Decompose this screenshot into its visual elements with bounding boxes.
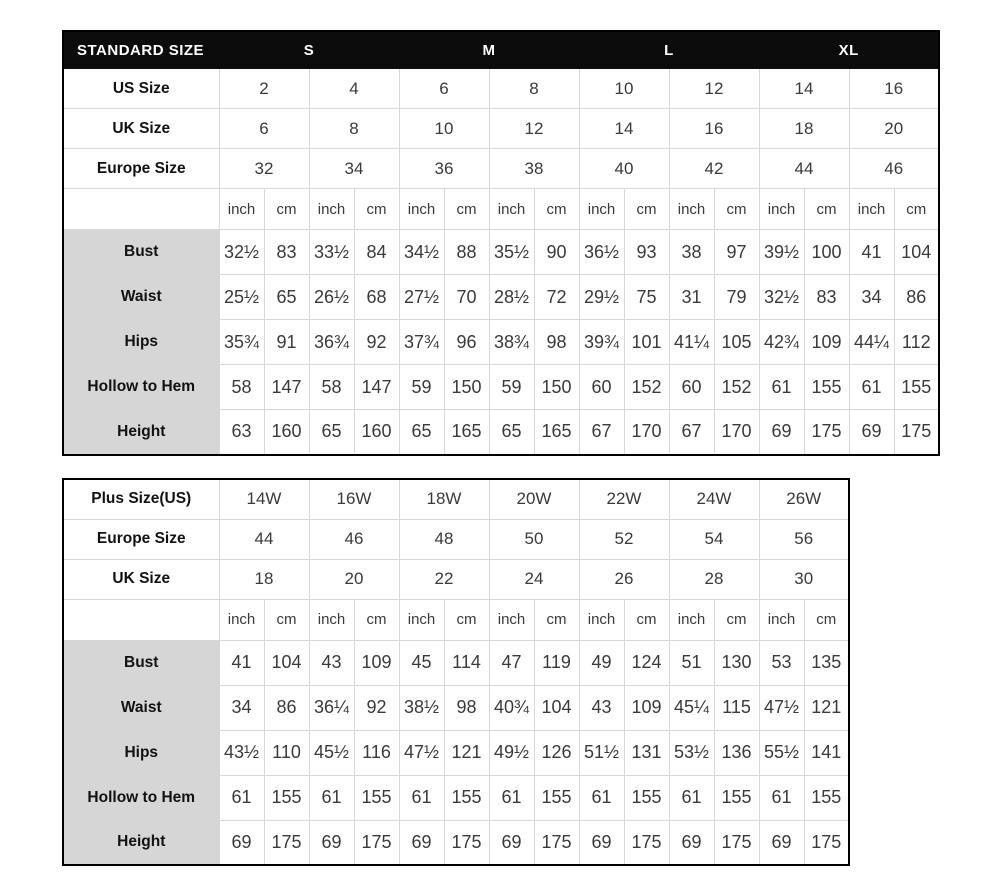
row-label: Europe Size <box>63 149 219 189</box>
measure-inch-cell: 45½ <box>309 730 354 775</box>
size-value-cell: 30 <box>759 559 849 599</box>
size-value-cell: 6 <box>399 69 489 109</box>
measure-inch-cell: 34 <box>849 275 894 320</box>
measure-cm-cell: 141 <box>804 730 849 775</box>
measure-row <box>63 730 849 775</box>
measure-cm-cell: 165 <box>534 410 579 455</box>
measure-cm-cell: 160 <box>264 410 309 455</box>
measure-inch-cell: 67 <box>669 410 714 455</box>
measure-cm-cell: 131 <box>624 730 669 775</box>
measure-inch-cell: 51 <box>669 640 714 685</box>
measure-cm-cell: 121 <box>804 685 849 730</box>
unit-cm-cell: cm <box>444 189 489 230</box>
size-value-cell: 46 <box>849 149 939 189</box>
measure-cm-cell: 92 <box>354 685 399 730</box>
measure-cm-cell: 152 <box>624 365 669 410</box>
measure-inch-cell: 39¾ <box>579 320 624 365</box>
unit-cm-cell: cm <box>534 599 579 640</box>
size-value-cell: 38 <box>489 149 579 189</box>
measure-inch-cell: 36¾ <box>309 320 354 365</box>
measure-inch-cell: 45 <box>399 640 444 685</box>
size-value-cell: 20 <box>849 109 939 149</box>
size-group-label: M <box>399 31 579 69</box>
unit-inch-cell: inch <box>669 599 714 640</box>
size-value-cell: 10 <box>399 109 489 149</box>
measure-cm-cell: 93 <box>624 230 669 275</box>
measure-cm-cell: 91 <box>264 320 309 365</box>
measure-cm-cell: 136 <box>714 730 759 775</box>
measure-cm-cell: 126 <box>534 730 579 775</box>
measure-cm-cell: 147 <box>354 365 399 410</box>
measure-cm-cell: 147 <box>264 365 309 410</box>
measure-cm-cell: 155 <box>534 775 579 820</box>
unit-inch-cell: inch <box>309 189 354 230</box>
size-row <box>63 69 939 109</box>
size-value-cell: 18 <box>759 109 849 149</box>
measure-inch-cell: 69 <box>759 410 804 455</box>
unit-inch-cell: inch <box>489 189 534 230</box>
size-row <box>63 519 849 559</box>
table-header-row <box>63 31 939 69</box>
measure-cm-cell: 165 <box>444 410 489 455</box>
row-label: Hollow to Hem <box>63 775 219 820</box>
size-value-cell: 20W <box>489 479 579 519</box>
unit-row <box>63 599 849 640</box>
row-label: Waist <box>63 275 219 320</box>
unit-cm-cell: cm <box>534 189 579 230</box>
unit-cm-cell: cm <box>444 599 489 640</box>
unit-cm-cell: cm <box>804 189 849 230</box>
measure-inch-cell: 69 <box>219 820 264 865</box>
measure-inch-cell: 36¼ <box>309 685 354 730</box>
measure-cm-cell: 105 <box>714 320 759 365</box>
measure-cm-cell: 100 <box>804 230 849 275</box>
row-label: US Size <box>63 69 219 109</box>
measure-cm-cell: 83 <box>804 275 849 320</box>
unit-cm-cell: cm <box>264 189 309 230</box>
measure-cm-cell: 124 <box>624 640 669 685</box>
size-value-cell: 48 <box>399 519 489 559</box>
size-value-cell: 42 <box>669 149 759 189</box>
measure-cm-cell: 155 <box>444 775 489 820</box>
measure-cm-cell: 175 <box>264 820 309 865</box>
measure-cm-cell: 72 <box>534 275 579 320</box>
measure-inch-cell: 41 <box>849 230 894 275</box>
measure-inch-cell: 41 <box>219 640 264 685</box>
measure-inch-cell: 53½ <box>669 730 714 775</box>
measure-inch-cell: 60 <box>669 365 714 410</box>
measure-inch-cell: 45¼ <box>669 685 714 730</box>
size-value-cell: 46 <box>309 519 399 559</box>
measure-row <box>63 365 939 410</box>
measure-cm-cell: 83 <box>264 230 309 275</box>
empty-label-cell <box>63 189 219 230</box>
size-row <box>63 109 939 149</box>
size-value-cell: 22 <box>399 559 489 599</box>
empty-label-cell <box>63 599 219 640</box>
measure-inch-cell: 29½ <box>579 275 624 320</box>
measure-inch-cell: 69 <box>759 820 804 865</box>
measure-inch-cell: 51½ <box>579 730 624 775</box>
row-label: UK Size <box>63 559 219 599</box>
measure-inch-cell: 47 <box>489 640 534 685</box>
size-value-cell: 32 <box>219 149 309 189</box>
measure-cm-cell: 109 <box>624 685 669 730</box>
unit-inch-cell: inch <box>309 599 354 640</box>
size-group-label: XL <box>759 31 939 69</box>
row-label: Hips <box>63 730 219 775</box>
measure-inch-cell: 27½ <box>399 275 444 320</box>
size-value-cell: 56 <box>759 519 849 559</box>
measure-cm-cell: 155 <box>804 775 849 820</box>
unit-inch-cell: inch <box>579 189 624 230</box>
measure-inch-cell: 32½ <box>219 230 264 275</box>
unit-inch-cell: inch <box>759 599 804 640</box>
size-value-cell: 8 <box>309 109 399 149</box>
measure-cm-cell: 170 <box>714 410 759 455</box>
measure-inch-cell: 38¾ <box>489 320 534 365</box>
measure-inch-cell: 38 <box>669 230 714 275</box>
measure-inch-cell: 47½ <box>399 730 444 775</box>
measure-inch-cell: 58 <box>219 365 264 410</box>
size-value-cell: 26 <box>579 559 669 599</box>
size-value-cell: 20 <box>309 559 399 599</box>
measure-inch-cell: 69 <box>399 820 444 865</box>
measure-inch-cell: 31 <box>669 275 714 320</box>
measure-row <box>63 820 849 865</box>
measure-inch-cell: 25½ <box>219 275 264 320</box>
measure-cm-cell: 152 <box>714 365 759 410</box>
row-label: Europe Size <box>63 519 219 559</box>
measure-cm-cell: 70 <box>444 275 489 320</box>
unit-inch-cell: inch <box>489 599 534 640</box>
size-value-cell: 24W <box>669 479 759 519</box>
measure-cm-cell: 155 <box>894 365 939 410</box>
measure-cm-cell: 135 <box>804 640 849 685</box>
size-value-cell: 6 <box>219 109 309 149</box>
measure-cm-cell: 84 <box>354 230 399 275</box>
measure-inch-cell: 65 <box>489 410 534 455</box>
measure-cm-cell: 121 <box>444 730 489 775</box>
measure-inch-cell: 69 <box>579 820 624 865</box>
measure-row <box>63 320 939 365</box>
measure-inch-cell: 28½ <box>489 275 534 320</box>
size-value-cell: 18W <box>399 479 489 519</box>
size-value-cell: 14W <box>219 479 309 519</box>
measure-cm-cell: 175 <box>894 410 939 455</box>
row-label: Bust <box>63 230 219 275</box>
size-value-cell: 50 <box>489 519 579 559</box>
measure-inch-cell: 69 <box>489 820 534 865</box>
measure-inch-cell: 69 <box>849 410 894 455</box>
measure-inch-cell: 43½ <box>219 730 264 775</box>
size-value-cell: 12 <box>489 109 579 149</box>
measure-cm-cell: 86 <box>264 685 309 730</box>
size-value-cell: 28 <box>669 559 759 599</box>
size-value-cell: 26W <box>759 479 849 519</box>
measure-row <box>63 775 849 820</box>
measure-inch-cell: 26½ <box>309 275 354 320</box>
size-value-cell: 14 <box>759 69 849 109</box>
unit-inch-cell: inch <box>399 189 444 230</box>
measure-inch-cell: 61 <box>669 775 714 820</box>
measure-cm-cell: 175 <box>714 820 759 865</box>
size-group-label: L <box>579 31 759 69</box>
measure-row <box>63 410 939 455</box>
unit-row <box>63 189 939 230</box>
measure-inch-cell: 61 <box>849 365 894 410</box>
measure-cm-cell: 150 <box>534 365 579 410</box>
measure-inch-cell: 35¾ <box>219 320 264 365</box>
measure-inch-cell: 49 <box>579 640 624 685</box>
measure-inch-cell: 33½ <box>309 230 354 275</box>
measure-inch-cell: 43 <box>309 640 354 685</box>
measure-cm-cell: 88 <box>444 230 489 275</box>
measure-cm-cell: 112 <box>894 320 939 365</box>
measure-cm-cell: 114 <box>444 640 489 685</box>
row-label: Bust <box>63 640 219 685</box>
measure-inch-cell: 61 <box>399 775 444 820</box>
size-value-cell: 40 <box>579 149 669 189</box>
unit-inch-cell: inch <box>579 599 624 640</box>
measure-cm-cell: 119 <box>534 640 579 685</box>
size-value-cell: 34 <box>309 149 399 189</box>
measure-cm-cell: 155 <box>804 365 849 410</box>
measure-cm-cell: 92 <box>354 320 399 365</box>
measure-cm-cell: 175 <box>804 820 849 865</box>
row-label: Plus Size(US) <box>63 479 219 519</box>
measure-cm-cell: 115 <box>714 685 759 730</box>
measure-row <box>63 230 939 275</box>
size-value-cell: 16 <box>849 69 939 109</box>
measure-inch-cell: 53 <box>759 640 804 685</box>
unit-cm-cell: cm <box>354 189 399 230</box>
measure-inch-cell: 36½ <box>579 230 624 275</box>
size-row <box>63 149 939 189</box>
measure-inch-cell: 59 <box>489 365 534 410</box>
measure-row <box>63 275 939 320</box>
measure-cm-cell: 68 <box>354 275 399 320</box>
measure-cm-cell: 175 <box>624 820 669 865</box>
measure-inch-cell: 34½ <box>399 230 444 275</box>
unit-cm-cell: cm <box>714 599 759 640</box>
measure-cm-cell: 175 <box>534 820 579 865</box>
measure-inch-cell: 47½ <box>759 685 804 730</box>
measure-inch-cell: 67 <box>579 410 624 455</box>
unit-cm-cell: cm <box>354 599 399 640</box>
measure-cm-cell: 101 <box>624 320 669 365</box>
measure-inch-cell: 69 <box>309 820 354 865</box>
measure-cm-cell: 104 <box>894 230 939 275</box>
unit-cm-cell: cm <box>804 599 849 640</box>
unit-cm-cell: cm <box>624 599 669 640</box>
unit-cm-cell: cm <box>264 599 309 640</box>
measure-inch-cell: 58 <box>309 365 354 410</box>
measure-inch-cell: 55½ <box>759 730 804 775</box>
measure-inch-cell: 61 <box>759 775 804 820</box>
measure-inch-cell: 34 <box>219 685 264 730</box>
table-title: STANDARD SIZE <box>63 31 219 69</box>
unit-inch-cell: inch <box>759 189 804 230</box>
measure-inch-cell: 60 <box>579 365 624 410</box>
measure-cm-cell: 104 <box>264 640 309 685</box>
size-value-cell: 22W <box>579 479 669 519</box>
measure-cm-cell: 96 <box>444 320 489 365</box>
size-value-cell: 4 <box>309 69 399 109</box>
measure-inch-cell: 61 <box>489 775 534 820</box>
measure-inch-cell: 69 <box>669 820 714 865</box>
measure-cm-cell: 160 <box>354 410 399 455</box>
measure-cm-cell: 98 <box>534 320 579 365</box>
measure-inch-cell: 61 <box>219 775 264 820</box>
size-value-cell: 52 <box>579 519 669 559</box>
unit-cm-cell: cm <box>894 189 939 230</box>
measure-inch-cell: 49½ <box>489 730 534 775</box>
measure-cm-cell: 104 <box>534 685 579 730</box>
size-row <box>63 479 849 519</box>
unit-inch-cell: inch <box>399 599 444 640</box>
measure-inch-cell: 44¼ <box>849 320 894 365</box>
row-label: Waist <box>63 685 219 730</box>
size-value-cell: 16W <box>309 479 399 519</box>
size-value-cell: 14 <box>579 109 669 149</box>
measure-cm-cell: 90 <box>534 230 579 275</box>
measure-cm-cell: 109 <box>354 640 399 685</box>
measure-inch-cell: 63 <box>219 410 264 455</box>
measure-inch-cell: 38½ <box>399 685 444 730</box>
measure-cm-cell: 155 <box>354 775 399 820</box>
measure-cm-cell: 150 <box>444 365 489 410</box>
measure-cm-cell: 116 <box>354 730 399 775</box>
size-value-cell: 44 <box>219 519 309 559</box>
size-value-cell: 10 <box>579 69 669 109</box>
measure-inch-cell: 61 <box>759 365 804 410</box>
measure-row <box>63 685 849 730</box>
measure-cm-cell: 86 <box>894 275 939 320</box>
unit-inch-cell: inch <box>219 599 264 640</box>
size-value-cell: 2 <box>219 69 309 109</box>
measure-inch-cell: 37¾ <box>399 320 444 365</box>
row-label: UK Size <box>63 109 219 149</box>
measure-cm-cell: 175 <box>804 410 849 455</box>
size-group-label: S <box>219 31 399 69</box>
size-value-cell: 44 <box>759 149 849 189</box>
measure-cm-cell: 75 <box>624 275 669 320</box>
row-label: Hips <box>63 320 219 365</box>
size-value-cell: 16 <box>669 109 759 149</box>
size-value-cell: 12 <box>669 69 759 109</box>
size-value-cell: 36 <box>399 149 489 189</box>
measure-cm-cell: 79 <box>714 275 759 320</box>
measure-inch-cell: 41¼ <box>669 320 714 365</box>
size-value-cell: 24 <box>489 559 579 599</box>
size-value-cell: 18 <box>219 559 309 599</box>
measure-inch-cell: 65 <box>399 410 444 455</box>
size-value-cell: 54 <box>669 519 759 559</box>
measure-inch-cell: 61 <box>579 775 624 820</box>
measure-inch-cell: 42¾ <box>759 320 804 365</box>
measure-cm-cell: 155 <box>264 775 309 820</box>
measure-inch-cell: 43 <box>579 685 624 730</box>
measure-inch-cell: 39½ <box>759 230 804 275</box>
measure-inch-cell: 35½ <box>489 230 534 275</box>
measure-cm-cell: 155 <box>714 775 759 820</box>
row-label: Height <box>63 820 219 865</box>
unit-cm-cell: cm <box>714 189 759 230</box>
measure-cm-cell: 98 <box>444 685 489 730</box>
standard-size-table <box>62 30 940 456</box>
measure-inch-cell: 32½ <box>759 275 804 320</box>
measure-inch-cell: 65 <box>309 410 354 455</box>
measure-cm-cell: 109 <box>804 320 849 365</box>
row-label: Hollow to Hem <box>63 365 219 410</box>
measure-inch-cell: 61 <box>309 775 354 820</box>
row-label: Height <box>63 410 219 455</box>
measure-cm-cell: 170 <box>624 410 669 455</box>
measure-cm-cell: 110 <box>264 730 309 775</box>
measure-inch-cell: 59 <box>399 365 444 410</box>
measure-inch-cell: 40¾ <box>489 685 534 730</box>
measure-row <box>63 640 849 685</box>
measure-cm-cell: 175 <box>354 820 399 865</box>
unit-inch-cell: inch <box>669 189 714 230</box>
plus-size-table <box>62 478 850 866</box>
size-value-cell: 8 <box>489 69 579 109</box>
measure-cm-cell: 97 <box>714 230 759 275</box>
measure-cm-cell: 155 <box>624 775 669 820</box>
size-row <box>63 559 849 599</box>
measure-cm-cell: 65 <box>264 275 309 320</box>
unit-inch-cell: inch <box>219 189 264 230</box>
unit-inch-cell: inch <box>849 189 894 230</box>
measure-cm-cell: 130 <box>714 640 759 685</box>
unit-cm-cell: cm <box>624 189 669 230</box>
measure-cm-cell: 175 <box>444 820 489 865</box>
